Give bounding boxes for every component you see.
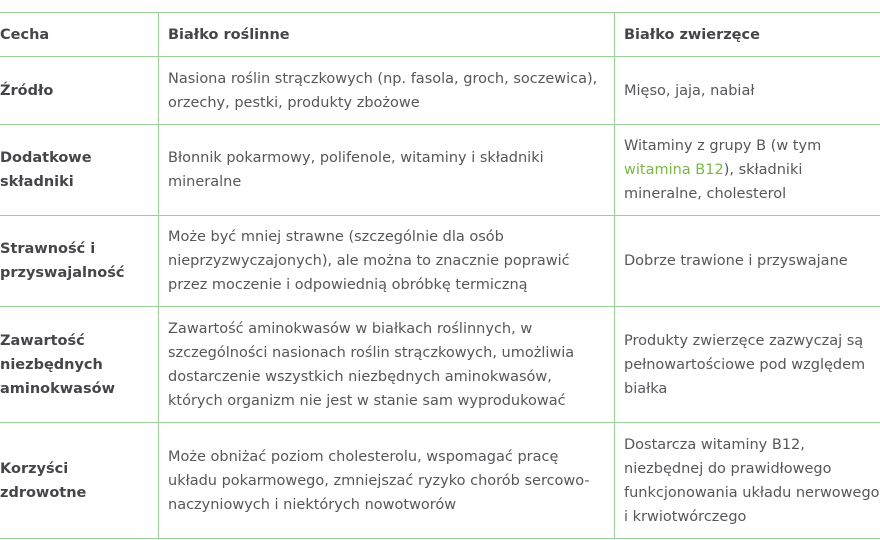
feature-cell: Źródło xyxy=(0,57,159,125)
animal-cell: Mięso, jaja, nabiał xyxy=(615,57,880,125)
protein-comparison-table xyxy=(0,12,880,539)
table-row xyxy=(0,216,880,307)
comparison-table-wrapper xyxy=(0,12,880,539)
header-plant-protein: Białko roślinne xyxy=(159,13,615,57)
feature-cell: Zawartość niezbędnych aminokwasów xyxy=(0,307,159,423)
feature-cell: Dodatkowe składniki xyxy=(0,125,159,216)
table-row xyxy=(0,307,880,423)
table-row xyxy=(0,423,880,539)
animal-text-after: ), składniki mineralne, cholesterol xyxy=(624,162,803,202)
plant-cell: Zawartość aminokwasów w białkach roślinnych, w szczególności nasionach roślin strączkowych, umożliwia dostarczenie wszystkich niezbędnych aminokwasów, których organizm nie jest w stanie sam wyprodukować xyxy=(159,307,615,423)
plant-cell: Może być mniej strawne (szczególnie dla osób nieprzyzwyczajonych), ale można to znacznie poprawić przez moczenie i odpowiednią obróbkę termiczną xyxy=(159,216,615,307)
animal-cell: Dostarcza witaminy B12, niezbędnej do prawidłowego funkcjonowania układu nerwowego i krwiotwórczego xyxy=(615,423,880,539)
feature-cell: Strawność i przyswajalność xyxy=(0,216,159,307)
plant-cell: Nasiona roślin strączkowych (np. fasola, groch, soczewica), orzechy, pestki, produkty zbożowe xyxy=(159,57,615,125)
table-header-row xyxy=(0,13,880,57)
header-feature: Cecha xyxy=(0,13,159,57)
vitamin-b12-link[interactable]: witamina B12 xyxy=(624,162,724,178)
animal-cell: Dobrze trawione i przyswajane xyxy=(615,216,880,307)
table-row xyxy=(0,125,880,216)
animal-text-before: Witaminy z grupy B (w tym xyxy=(624,138,822,154)
header-animal-protein: Białko zwierzęce xyxy=(615,13,880,57)
animal-cell xyxy=(615,125,880,216)
feature-cell: Korzyści zdrowotne xyxy=(0,423,159,539)
plant-cell: Może obniżać poziom cholesterolu, wspomagać pracę układu pokarmowego, zmniejszać ryzyko chorób sercowo-naczyniowych i niektórych nowotworów xyxy=(159,423,615,539)
animal-cell: Produkty zwierzęce zazwyczaj są pełnowartościowe pod względem białka xyxy=(615,307,880,423)
plant-cell: Błonnik pokarmowy, polifenole, witaminy i składniki mineralne xyxy=(159,125,615,216)
table-row xyxy=(0,57,880,125)
